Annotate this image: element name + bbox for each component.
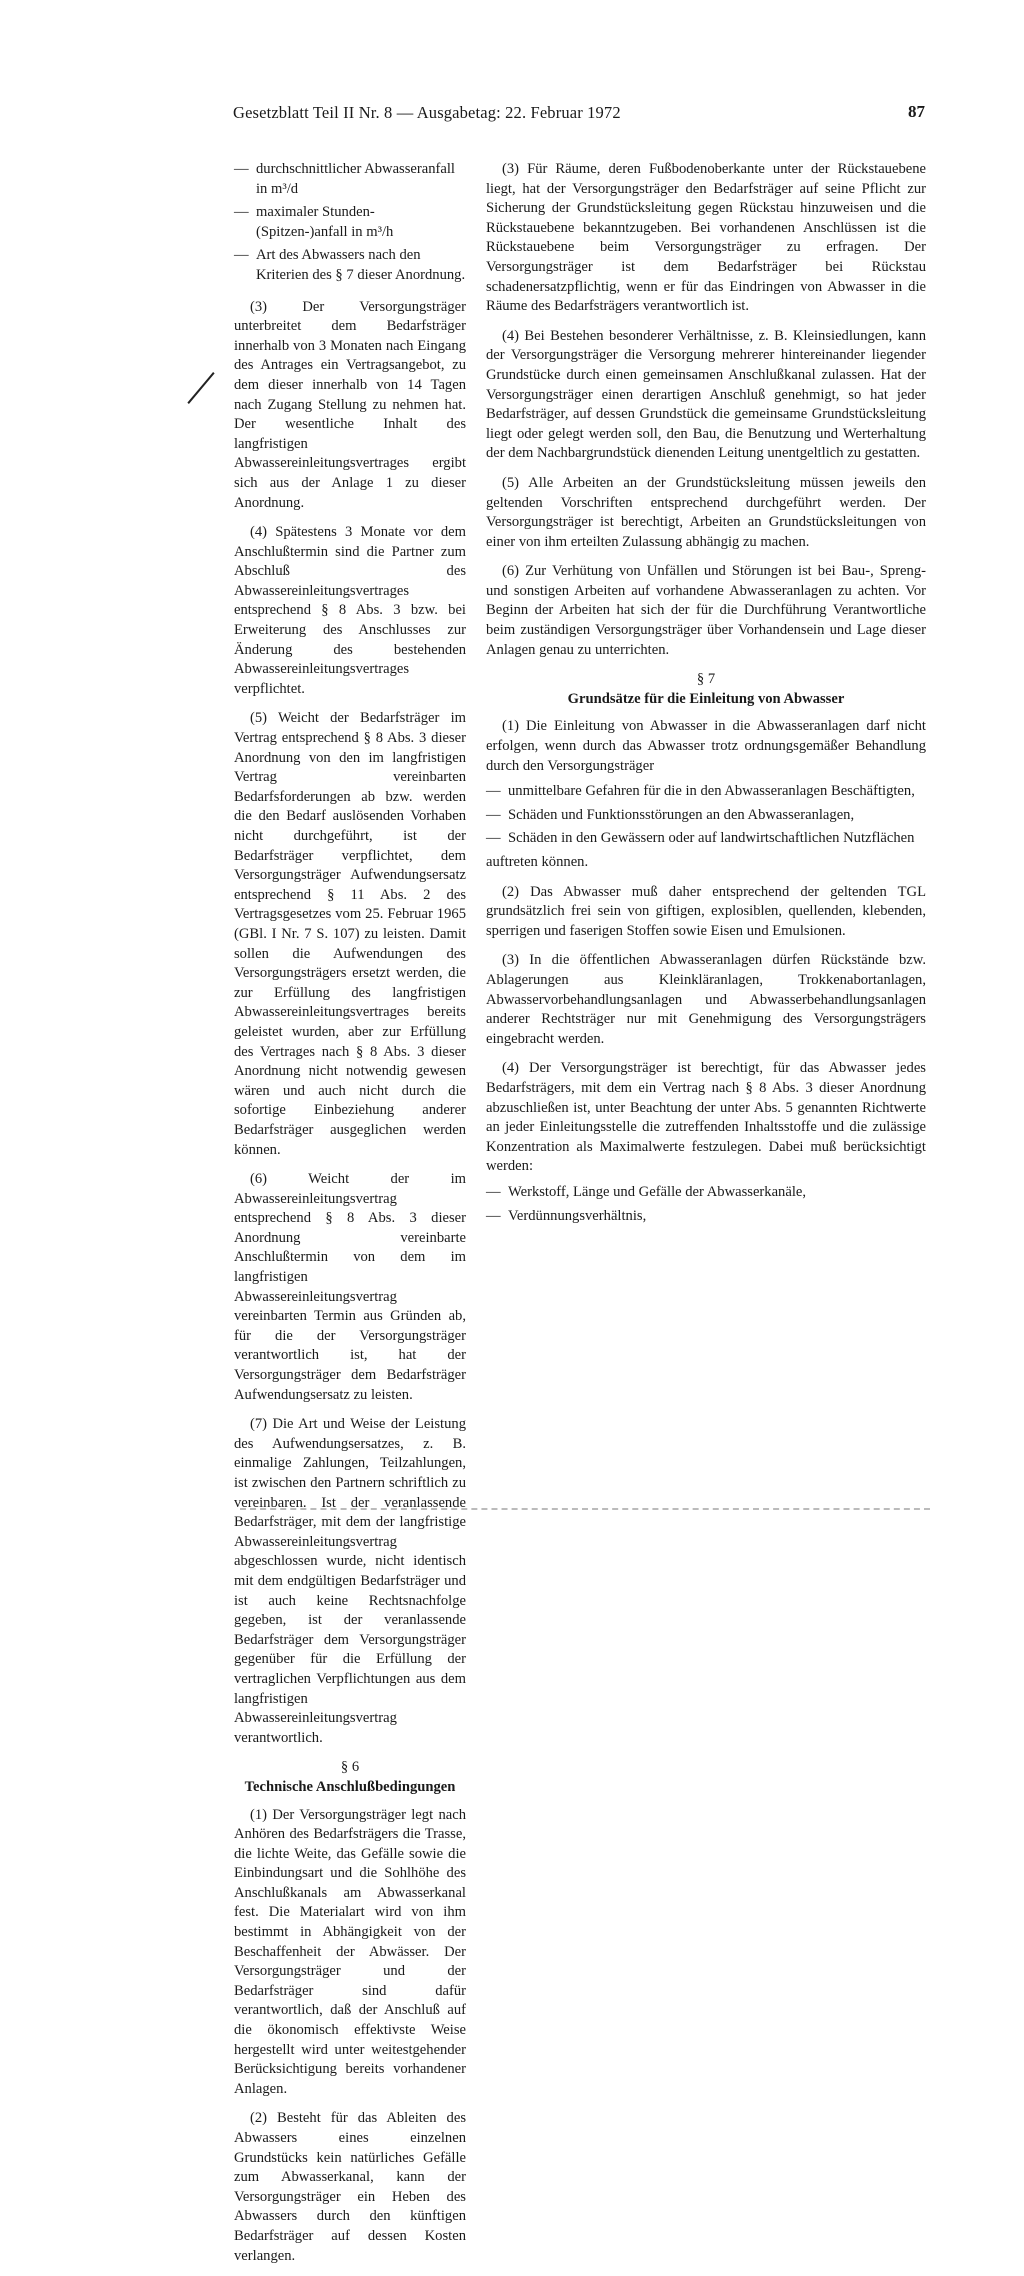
page-number: 87	[908, 102, 925, 121]
list-item	[486, 806, 926, 826]
page-bottom-rule	[240, 1508, 930, 1512]
header-title: Gesetzblatt Teil II Nr. 8 — Ausgabetag: 22. Februar 1972	[233, 103, 621, 122]
paragraph: (6) Zur Verhütung von Unfällen und Störungen ist bei Bau-, Spreng- und sonstigen Arbeiten auf vorhandene Abwasseranlagen zu achten. Vor Beginn der Arbeiten hat sich der für die Durchführung Verantwortliche beim zuständigen Versorgungsträger über Vorhandensein und Lage dieser Anlagen genau zu unterrichten.	[486, 563, 926, 658]
section-heading: Grundsätze für die Einleitung von Abwasser	[567, 690, 845, 707]
list-item	[486, 782, 926, 802]
left-column-text	[234, 160, 466, 2276]
paragraph: (6) Weicht der im Abwassereinleitungsvertrag entsprechend § 8 Abs. 3 dieser Anordnung vereinbarte Anschlußtermin von dem im langfristigen Abwassereinleitungsvertrag vereinbarten Termin aus Gründen ab, für die der Versorgungsträger verantwortlich ist, hat der Versorgungsträger dem Bedarfsträger Aufwendungsersatz zu leisten.	[234, 1171, 466, 1403]
section-number: § 7	[696, 671, 716, 688]
paragraph: (2) Besteht für das Ableiten des Abwassers eines einzelnen Grundstücks kein natürliches Gefälle zum Abwasserkanal, kann der Versorgungsträger ein Heben des Abwassers durch den künftigen Bedarfsträger auf dessen Kosten verlangen.	[234, 2110, 466, 2264]
list-dash: —	[234, 204, 249, 221]
list-dash: —	[234, 161, 249, 177]
paragraph: (5) Weicht der Bedarfsträger im Vertrag entsprechend § 8 Abs. 3 dieser Anordnung von den im langfristigen Vertrag vereinbarten Bedarfsforderungen ab bzw. werden die den Bedarf auslösenden Vorhaben nicht durchgeführt, ist der Bedarfsträger verpflichtet, dem Versorgungsträger Aufwendungsersatz entsprechend § 11 Abs. 2 des Vertragsgesetzes vom 25. Februar 1965 (GBl. I Nr. 7 S. 107) zu leisten. Damit sollen die Aufwendungen des Versorgungsträgers ersetzt werden, die zur Erfüllung des langfristigen Abwassereinleitungsvertrages bereits geleistet wurden, aber zur Erfüllung des Vertrages nach § 8 Abs. 3 dieser Anordnung nicht notwendig gewesen wären und auch nicht durch die sofortige Einbeziehung anderer Bedarfsträger ausgeglichen werden können.	[234, 710, 466, 1158]
list-item	[486, 1207, 926, 1227]
list-dash: —	[486, 806, 501, 823]
list-item	[486, 1183, 926, 1203]
list-item	[486, 829, 926, 849]
paragraph: (1) Der Versorgungsträger legt nach Anhören des Bedarfsträgers die Trasse, die lichte Weite, das Gefälle sowie die Einbindungsart und die Sohlhöhe des Anschlußkanals am Abwasserkanal fest. Die Materialart wird von ihm bestimmt in Abhängigkeit von der Beschaffenheit der Abwässer. Der Versorgungsträger und der Bedarfsträger sind dafür verantwortlich, daß der Anschluß auf die ökonomisch effektivste Weise hergestellt wird unter weitestgehender Berücksichtigung bereits vorhandener Anlagen.	[234, 1806, 466, 2097]
paragraph: (3) Der Versorgungsträger unterbreitet dem Bedarfsträger innerhalb von 3 Monaten nach Eingang des Antrages ein Vertragsangebot, zu dem dieser innerhalb von 14 Tagen nach Zugang Stellung zu nehmen hat. Der wesentliche Inhalt des langfristigen Abwassereinleitungsvertrages ergibt sich aus der Anlage 1 zu dieser Anordnung.	[234, 298, 466, 511]
list-dash: —	[486, 830, 501, 847]
list-item-text: Schäden in den Gewässern oder auf landwirtschaftlichen Nutzflächen	[508, 830, 915, 847]
section-heading: Technische Anschlußbedingungen	[244, 1778, 456, 1795]
list-item	[234, 203, 466, 242]
list-item-text: Verdünnungsverhältnis,	[508, 1207, 647, 1224]
paragraph: (3) In die öffentlichen Abwasseranlagen dürfen Rückstände bzw. Ablagerungen aus Kleinkläranlagen, Trokkenabortanlagen, Abwasservorbehandlungsanlagen und Abwasserbehandlungsanlagen anderer Rechtsträger nur mit Genehmigung des Versorgungsträgers eingebracht werden.	[486, 952, 926, 1047]
paragraph: (5) Alle Arbeiten an der Grundstücksleitung müssen jeweils den geltenden Vorschriften entsprechend durchgeführt werden. Der Versorgungsträger ist berechtigt, Arbeiten an Grundstücksleitungen von einer von ihm erteilten Zulassung abhängig zu machen.	[486, 474, 926, 550]
paragraph: (4) Spätestens 3 Monate vor dem Anschlußtermin sind die Partner zum Abschluß des Abwassereinleitungsvertrages entsprechend § 8 Abs. 3 bzw. bei Erweiterung des Anschlusses zur Änderung des bestehenden Abwassereinleitungsvertrages verpflichtet.	[234, 524, 466, 697]
paragraph: (3) Für Räume, deren Fußbodenoberkante unter der Rückstauebene liegt, hat der Versorgungsträger den Bedarfsträger auf seine Pflicht zur Sicherung der Grundstücksleitung gegen Rückstau hinzuweisen und die Rückstauebene bekanntzugeben. Bei vorhandenen Anschlüssen ist die Rückstauebene beim Versorgungsträger zu erfragen. Der Versorgungsträger ist dem Bedarfsträger bei Rückstau schadenersatzpflichtig, wenn er für das Eindringen von Abwasser in die Räume des Bedarfsträgers verantwortlich ist.	[486, 161, 926, 315]
list-dash: —	[486, 783, 501, 800]
margin-pen-mark	[187, 372, 214, 404]
section-number: § 6	[340, 1759, 360, 1776]
paragraph: (7) Die Art und Weise der Leistung des Aufwendungsersatzes, z. B. einmalige Zahlungen, Teilzahlungen, ist zwischen den Partnern schriftlich zu vereinbaren. Ist der veranlassende Bedarfsträger, mit dem der langfristige Abwassereinleitungsvertrag abgeschlossen wurde, nicht identisch mit dem endgültigen Bedarfsträger und ist auch keine Rechtsnachfolge gegeben, ist der veranlassende Bedarfsträger dem Versorgungsträger gegenüber für die Erfüllung der vertraglichen Verpflichtungen aus dem langfristigen Abwassereinleitungsvertrag verantwortlich.	[234, 1416, 466, 1746]
paragraph: (2) Das Abwasser muß daher entsprechend der geltenden TGL grundsätzlich frei sein von giftigen, explosiblen, quellenden, klebenden, sperrigen und faserigen Stoffen sowie Eisen und Emulsionen.	[486, 883, 926, 939]
paragraph-end: auftreten können.	[486, 854, 589, 870]
list-item-text: maximaler Stunden-(Spitzen-)anfall in m³/h	[256, 204, 394, 240]
list-item-text: Schäden und Funktionsstörungen an den Abwasseranlagen,	[508, 806, 855, 823]
list-item	[234, 160, 466, 199]
paragraph: (1) Die Einleitung von Abwasser in die Abwasseranlagen darf nicht erfolgen, wenn durch das Abwasser trotz ordnungsgemäßer Behandlung durch den Versorgungsträger	[486, 718, 926, 774]
list-item-text: Art des Abwassers nach den Kriterien des § 7 dieser Anordnung.	[256, 247, 466, 283]
page-header	[233, 103, 925, 133]
paragraph: (4) Bei Bestehen besonderer Verhältnisse, z. B. Kleinsiedlungen, kann der Versorgungsträger die Versorgung mehrerer hintereinander liegender Grundstücke durch einen gemeinsamen Anschlußkanal zulassen. Hat der Versorgungsträger einen derartigen Anschluß genehmigt, so hat jeder Bedarfsträger, auf dessen Grundstück die gemeinsame Grundstücksleitung liegt oder gelegt werden soll, den Bau, die Benutzung und Werterhaltung der dem Nachbargrundstück dienenden Leitung unentgeltlich zu gestatten.	[486, 327, 926, 462]
list-item-text: Werkstoff, Länge und Gefälle der Abwasserkanäle,	[508, 1183, 807, 1200]
list-item-text: unmittelbare Gefahren für die in den Abwasseranlagen Beschäftigten,	[508, 783, 915, 800]
right-column-text	[486, 160, 926, 1230]
list-dash: —	[486, 1207, 501, 1224]
list-item	[234, 246, 466, 285]
paragraph: (4) Der Versorgungsträger ist berechtigt, für das Abwasser jedes Bedarfsträgers, mit dem ein Vertrag nach § 8 Abs. 3 dieser Anordnung abzuschließen ist, unter Beachtung der unter Abs. 5 genannten Richtwerte an jeder Einleitungsstelle die zutreffenden Inhaltsstoffe und die zulässige Konzentration als Maximalwerte festzulegen. Dabei muß berücksichtigt werden:	[486, 1060, 926, 1175]
list-dash: —	[486, 1183, 501, 1200]
list-dash: —	[234, 247, 249, 264]
list-item-text: durchschnittlicher Abwasseranfall in m³/d	[256, 161, 455, 197]
